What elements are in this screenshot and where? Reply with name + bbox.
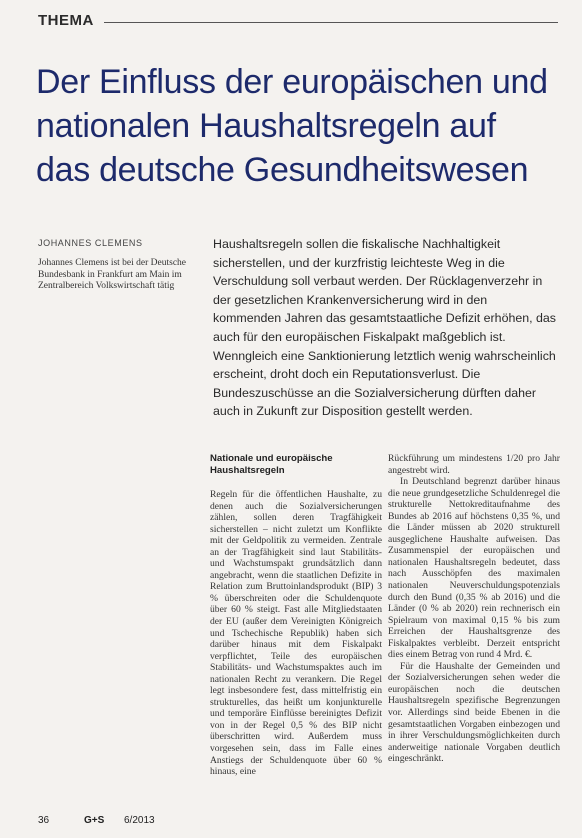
article-abstract: Haushaltsregeln sollen die fiskalische Nachhaltigkeit sicherstellen, und der kurzfristig leichteste Weg in die Verschuldung soll verbaut werden. Der Rücklagenverzehr in der gesetzlichen Krankenversicherung wird in den kommenden Jahren das gesamtstaatliche Defizit erhöhen, das auch für den europäischen Fiskalpakt maßgeblich ist. Wenngleich eine Sanktionierung letztlich wenig wahrscheinlich erscheint, droht doch ein Reputationsverlust. Die Bundeszuschüsse an die Sozialversicherung dürften daher auch in Zukunft zur Disposition gestellt werden. [213,237,556,419]
body-paragraph: Regeln für die öffentlichen Haushalte, zu denen auch die Sozialversicherungen zählen, sollen deren Tragfähigkeit sicherstellen – nicht zuletzt um Konflikte mit der Geldpolitik zu vermeiden. Zentrale an der Tragfähigkeit sind laut Stabilitäts- und Wachstumspakt grundsätzlich dann angebracht, wenn die staatlichen Defizite in Relation zum Bruttoinlandsprodukt (BIP) 3 % überschreiten oder die Schuldenquote über 60 % steigt. Fast alle Mitgliedstaaten der EU (außer dem Vereinigten Königreich und Tschechische Republik) haben sich darüber hinaus mit dem Fiskalpakt verpflichtet, Teile des europäischen Stabilitäts- und Wachstumspaktes auch im nationalen Recht zu verankern. Die Regel legt insbesondere fest, dass mittelfristig ein strukturelles, das heißt um konjunkturelle und temporäre Einflüsse bereinigtes Defizit von in der Regel 0,5 % des BIP nicht überschritten wird. Außerdem muss vorgesehen sein, dass im Falle eines Anstiegs der Schuldenquote über 60 % hinaus, eine [210,489,382,778]
header-rule [104,22,558,23]
page-number: 36 [38,815,50,826]
body-paragraph: In Deutschland begrenzt darüber hinaus die neue grundgesetzliche Schuldenregel die strukturelle Nettokreditaufnahme des Bundes ab 2016 auf höchstens 0,35 %, und die Länder müssen ab 2020 strukturell ausgeglichene Haushalte aufweisen. Das Zusammenspiel der europäischen und nationalen Haushaltsregeln bedeutet, dass nach Ausschöpfen des maximalen nationalen Neuverschuldungspotenzials durch den Bund (0,35 % ab 2016) und die Länder (0 % ab 2020) rein rechnerisch ein Spielraum von maximal 0,15 % bis zum Erreichen der Haushaltsgrenze des Fiskalpaktes verbleibt. Derzeit entspricht dies einem Betrag von rund 4 Mrd. €. [388,476,560,661]
body-paragraph: Für die Haushalte der Gemeinden und der Sozialversicherungen sehen weder die europäischen noch die deutschen Haushaltsregeln spezifische Begrenzungen vor. Allerdings sind beide Ebenen in die gesamtstaatlichen Vorgaben einbezogen und in ihrer Verschuldungsmöglichkeiten durch anderweitige nationale Vorgaben deutlich eingeschränkt. [388,660,560,765]
body-paragraph: Rückführung um mindestens 1/20 pro Jahr angestrebt wird. [388,453,560,476]
author-bio: Johannes Clemens ist bei der Deutsche Bundesbank in Frankfurt am Main im Zentralbereich Volkswirtschaft tätig [38,258,187,291]
article-title: Der Einfluss der europäischen und nationalen Haushaltsregeln auf das deutsche Gesundheitswesen [36,63,548,189]
body-column-left [210,453,382,778]
issue-number: 6/2013 [124,815,155,826]
author-name: JOHANNES CLEMENS [38,238,143,248]
body-column-right [388,453,560,765]
section-heading: Nationale und europäische Haushaltsregeln [210,453,333,476]
journal-name: G+S [84,815,105,826]
section-header [38,12,558,28]
section-label: THEMA [38,12,94,29]
